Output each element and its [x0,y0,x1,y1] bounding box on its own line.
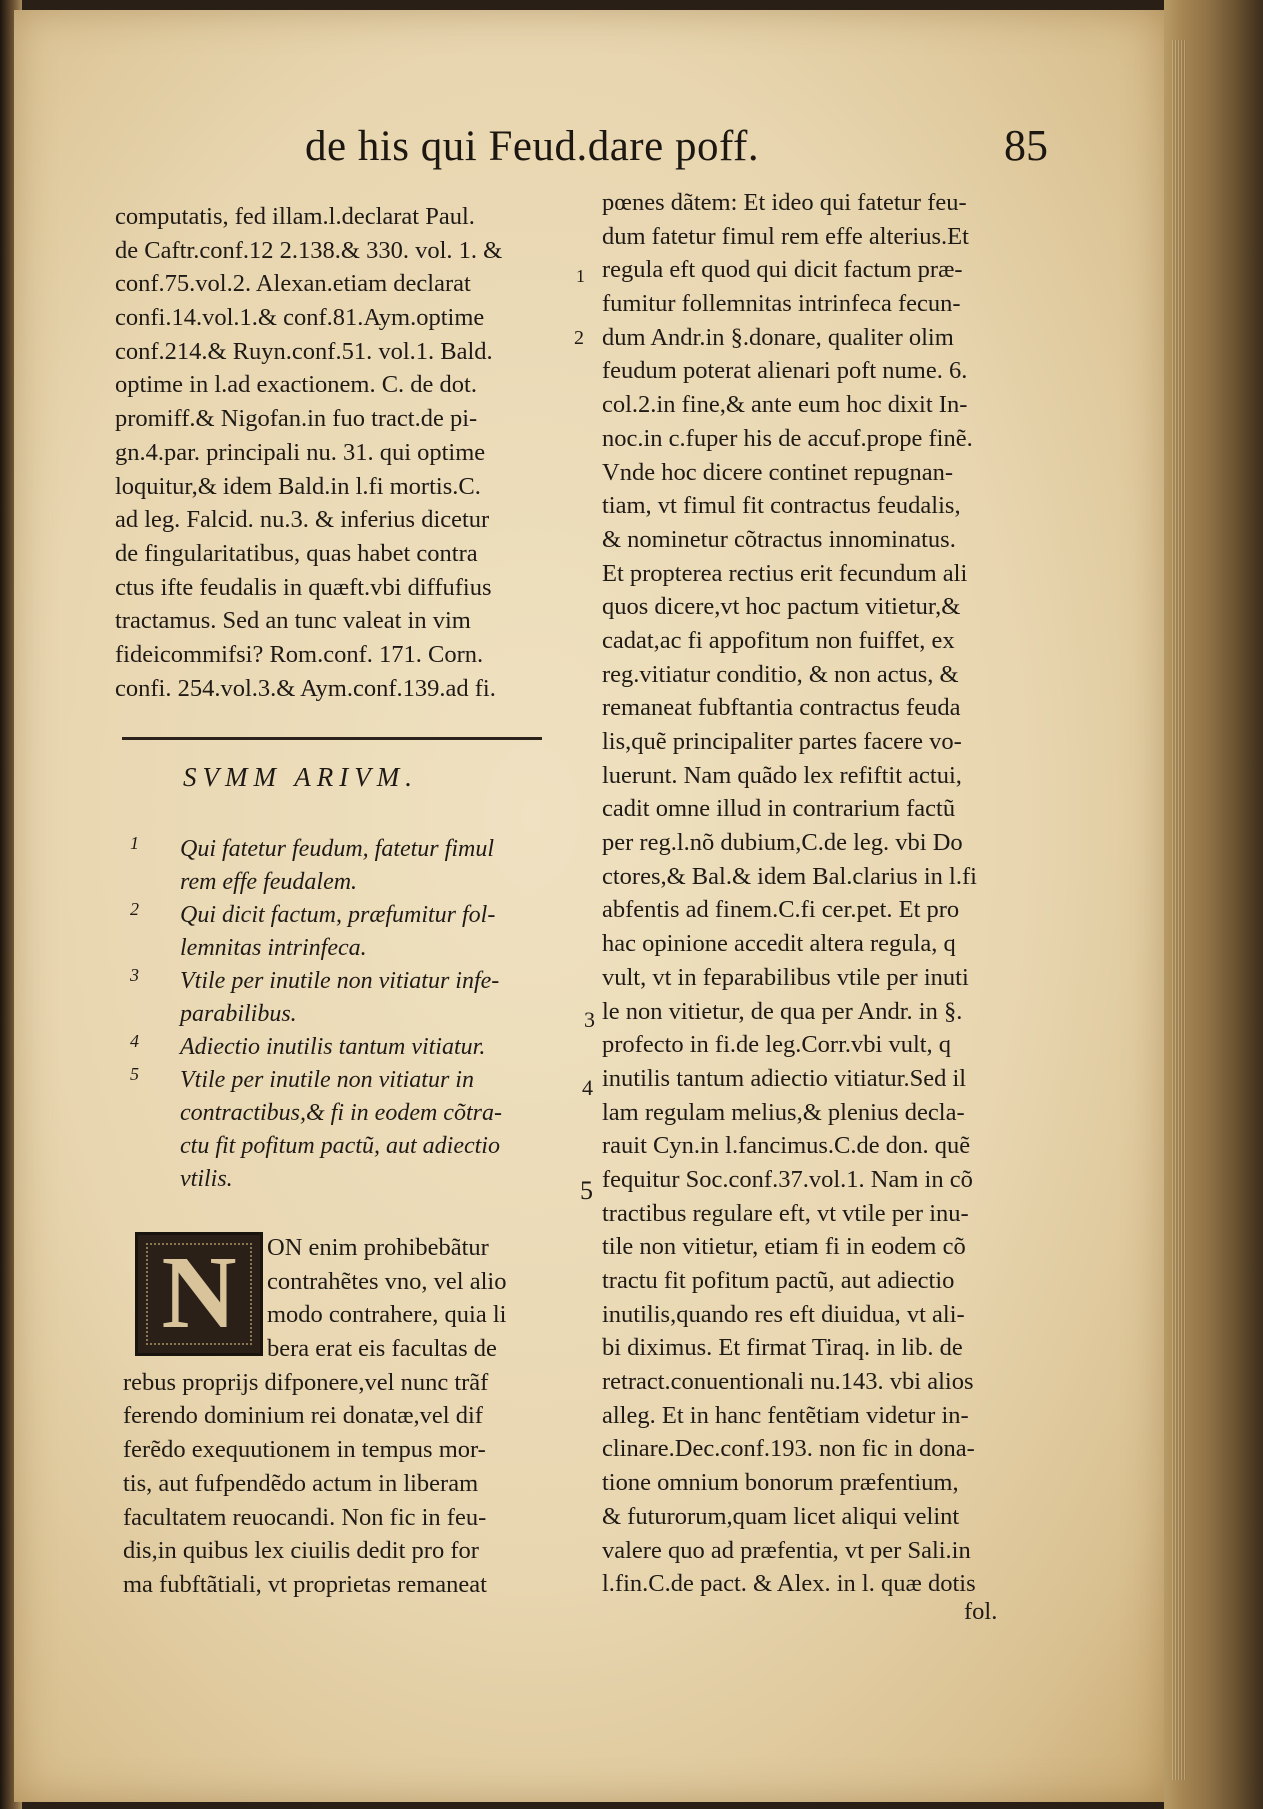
text-line: ferẽdo exequutionem in tempus mor- [123,1436,486,1464]
text-line: dum fatetur fimul rem effe alterius.Et [602,222,969,250]
text-line: confi. 254.vol.3.& Aym.conf.139.ad fi. [115,674,496,702]
text-line: gn.4.par. principali nu. 31. qui optime [115,438,486,466]
summarium-item [120,1064,560,1196]
summarium-item-line: vtilis. [180,1166,233,1192]
summarium-item-line: Adiectio inutilis tantum vitiatur. [180,1034,486,1060]
text-line: remaneat fubftantia contractus feuda [602,694,961,722]
summarium-title: SVMM ARIVM. [183,762,418,792]
summarium-item-line: rem effe feudalem. [180,869,358,895]
summarium-item-line: ctu fit pofitum pactũ, aut adiectio [180,1133,500,1159]
text-line: quos dicere,vt hoc pactum vitietur,& [602,593,961,621]
text-line: tractamus. Sed an tunc valeat in vim [115,607,471,635]
text-line: vult, vt in feparabilibus vtile per inuti [602,963,969,991]
text-line: noc.in c.fuper his de accuf.prope finẽ. [602,424,973,452]
text-line: & nominetur cõtractus innominatus. [602,525,956,553]
text-line: retract.conuentionali nu.143. vbi alios [602,1368,974,1396]
text-line: fequitur Soc.conf.37.vol.1. Nam in cõ [602,1165,973,1193]
summarium-list [120,833,560,1196]
summarium-item [120,833,560,899]
text-line: inutilis tantum adiectio vitiatur.Sed il [602,1064,967,1092]
text-line: reg.vitiatur conditio, & non actus, & [602,660,959,688]
text-line: dis,in quibus lex ciuilis dedit pro for [123,1537,479,1565]
running-header: de his qui Feud.dare poff. [305,123,760,170]
text-line: tile non vitietur, etiam fi in eodem cõ [602,1233,966,1261]
summarium-item-line: Vtile per inutile non vitiatur infe- [180,968,500,994]
text-line: tis, aut fufpendẽdo actum in liberam [123,1469,479,1497]
margin-number-3: 3 [584,1007,595,1032]
summarium-item-number: 2 [130,899,139,919]
margin-number-1: 1 [576,266,585,286]
summarium-item-line: lemnitas intrinfeca. [180,935,367,961]
text-line: ma fubftãtiali, vt proprietas remaneat [123,1570,487,1598]
text-line: & futurorum,quam licet aliqui velint [602,1502,960,1530]
text-line: hac opinione accedit altera regula, q [602,930,956,958]
text-line: luerunt. Nam quãdo lex refiftit actui, [602,761,962,789]
text-line: fideicommifsi? Rom.conf. 171. Corn. [115,640,484,668]
text-line: col.2.in fine,& ante eum hoc dixit In- [602,391,968,419]
text-line: Vnde hoc dicere continet repugnan- [602,458,954,486]
text-line: tractibus regulare eft, vt vtile per inu- [602,1199,969,1227]
summarium-item-line: Qui fatetur feudum, fatetur fimul [180,836,494,862]
initial-letter: N [161,1235,237,1350]
text-line: tiam, vt fimul fit contractus feudalis, [602,492,961,520]
text-line: conf.75.vol.2. Alexan.etiam declarat [115,270,471,298]
text-line: lam regulam melius,& plenius decla- [602,1098,965,1126]
text-line: ON enim prohibebãtur [267,1234,489,1261]
text-line: per reg.l.nõ dubium,C.de leg. vbi Do [602,829,963,857]
summarium-item-number: 5 [130,1064,139,1084]
text-line: l.fin.C.de pact. & Alex. in l. quæ dotis [602,1570,976,1598]
text-line: cadat,ac fi appofitum non fuiffet, ex [602,626,955,654]
text-line: ad leg. Falcid. nu.3. & inferius dicetur [115,506,490,534]
text-line: modo contrahere, quia li [267,1301,507,1329]
text-line: feudum poterat alienari poft nume. 6. [602,357,968,385]
summarium-item-line: Qui dicit factum, præfumitur fol- [180,902,496,928]
summarium-item [120,1031,560,1064]
text-line: valere quo ad præfentia, vt per Sali.in [602,1536,971,1564]
summarium-item [120,965,560,1031]
text-line: conf.214.& Ruyn.conf.51. vol.1. Bald. [115,337,493,365]
catchword [964,1595,997,1629]
summarium-item-line: parabilibus. [180,1001,297,1027]
text-line: de Caftr.conf.12 2.138.& 330. vol. 1. & [115,236,503,264]
text-line: loquitur,& idem Bald.in l.fi mortis.C. [115,472,481,500]
summarium-item-number: 4 [130,1031,139,1051]
text-line: computatis, fed illam.l.declarat Paul. [115,203,475,230]
summarium-item-number: 3 [130,965,139,985]
page-number: 85 [1004,121,1048,170]
summarium-item [120,899,560,965]
margin-number-2: 2 [574,327,584,349]
left-column-top-text [115,200,555,705]
text-line: de fingularitatibus, quas habet contra [115,539,478,567]
summarium-item-number: 1 [130,833,139,853]
text-line: ferendo dominium rei donatæ,vel dif [123,1402,483,1430]
text-line: ctores,& Bal.& idem Bal.clarius in l.fi [602,862,977,890]
text-line: bera erat eis facultas de [267,1335,497,1363]
text-line: lis,quẽ principaliter partes facere vo- [602,728,962,755]
text-line: inutilis,quando res eft diuidua, vt ali- [602,1300,965,1328]
text-line: dum Andr.in §.donare, qualiter olim [602,323,954,351]
text-line: contrahẽtes vno, vel alio [267,1267,507,1295]
text-line: fumitur follemnitas intrinfeca fecun- [602,290,961,318]
section-rule [122,737,542,740]
page-fore-edge [1164,0,1263,1809]
text-line: confi.14.vol.1.& conf.81.Aym.optime [115,304,485,332]
right-column-text [602,186,1042,1601]
left-column-body-text [123,1231,563,1602]
text-line: pœnes dãtem: Et ideo qui fatetur feu- [602,189,967,216]
text-line: tractu fit pofitum pactũ, aut adiectio [602,1267,955,1294]
text-line: rebus proprijs difponere,vel nunc trãf [123,1368,489,1396]
summarium-item-line: Vtile per inutile non vitiatur in [180,1067,474,1093]
margin-number-4: 4 [582,1075,593,1100]
catchword-text: fol. [964,1598,998,1625]
text-line: rauit Cyn.in l.fancimus.C.de don. quẽ [602,1132,971,1160]
text-line: promiff.& Nigofan.in fuo tract.de pi- [115,405,478,433]
text-line: ctus ifte feudalis in quæft.vbi diffufius [115,573,492,601]
text-line: profecto in fi.de leg.Corr.vbi vult, q [602,1031,952,1059]
summarium-item-line: contractibus,& fi in eodem cõtra- [180,1100,502,1126]
text-line: cadit omne illud in contrarium factũ [602,795,956,823]
text-line: bi diximus. Et firmat Tiraq. in lib. de [602,1334,963,1362]
text-line: tione omnium bonorum præfentium, [602,1469,959,1497]
text-line: alleg. Et in hanc fentẽtiam videtur in- [602,1401,969,1429]
text-line: Et propterea rectius erit fecundum ali [602,559,968,587]
text-line: le non vitietur, de qua per Andr. in §. [602,997,963,1025]
text-line: facultatem reuocandi. Non fic in feu- [123,1503,487,1531]
text-line: regula eft quod qui dicit factum præ- [602,256,963,284]
text-line: clinare.Dec.conf.193. non fic in dona- [602,1435,975,1463]
text-line: abfentis ad finem.C.fi cer.pet. Et pro [602,896,960,924]
text-line: optime in l.ad exactionem. C. de dot. [115,371,477,399]
margin-number-5: 5 [580,1176,593,1205]
